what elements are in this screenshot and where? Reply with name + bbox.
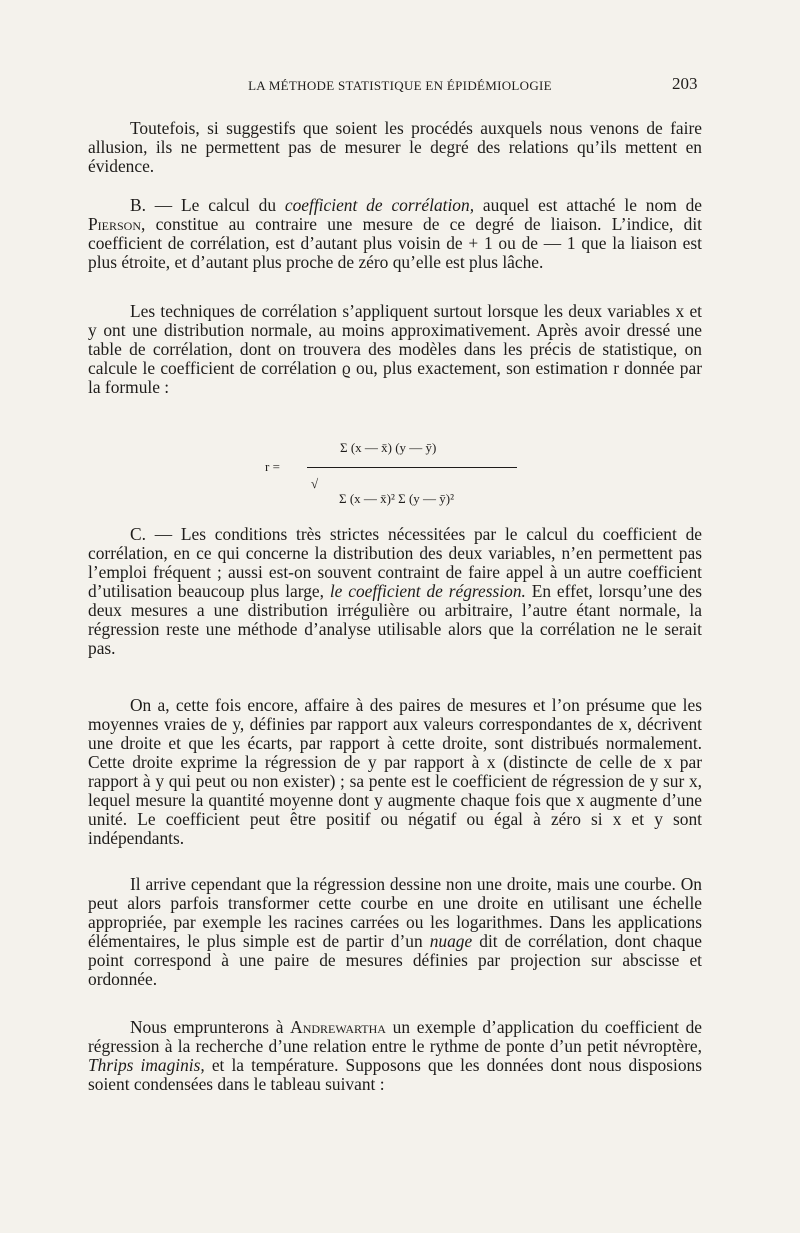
author-name-andrewartha: Andrewartha <box>290 1017 386 1037</box>
paragraph-text <box>88 875 702 989</box>
correlation-formula <box>265 440 535 516</box>
term-coefficient-de-regression: le coefficient de régression. <box>329 581 526 601</box>
text-run: C. — Les conditions très strictes nécessitées par le calcul du coefficient de corrélation, en ce qui concerne la distribution des deux variables, n’en permettent pas l’emploi fréquent ; aussi est-on souvent contraint de faire appel à un autre coefficient d’utilisation beaucoup plus large, <box>88 524 702 601</box>
paragraph-paires-de-mesures <box>88 696 702 862</box>
formula-numerator: Σ (x — x̄) (y — ȳ) <box>340 440 437 455</box>
author-name-pierson: Pierson, <box>88 214 146 234</box>
species-name-thrips-imaginis: Thrips imaginis, <box>88 1055 205 1075</box>
text-run: B. — Le calcul du <box>130 195 285 215</box>
paragraph-regression-coefficient <box>88 525 702 672</box>
fraction-bar <box>307 467 517 468</box>
page-header <box>0 74 800 98</box>
formula-lhs: r = <box>265 459 280 474</box>
text-run: dit de corrélation, dont chaque point correspond à une paire de mesures définies par projection sur abscisse et ordonnée. <box>88 931 703 989</box>
paragraph-text <box>88 525 702 658</box>
text-run: En effet, lorsqu’une des deux mesures a une distribution irrégulière ou arbitraire, l’autre étant normale, la régression reste une méthode d’analyse utilisable alors que la corrélation ne le serait pas. <box>88 581 702 658</box>
running-title: LA MÉTHODE STATISTIQUE EN ÉPIDÉMIOLOGIE <box>248 78 552 93</box>
term-coefficient-de-correlation: coefficient de corrélation, <box>284 195 475 215</box>
text-run: un exemple d’application du coefficient de régression à la recherche d’une relation entre le rythme de ponte d’un petit névroptère, <box>88 1017 703 1056</box>
formula-denominator: Σ (x — x̄)² Σ (y — ȳ)² <box>339 491 454 506</box>
text-run: constitue au contraire une mesure de ce degré de liaison. L’indice, dit coefficient de corrélation, est d’autant plus voisin de + 1 ou de — 1 que la liaison est plus étroite, et d’autant plus proche de zéro qu’elle est plus lâche. <box>88 214 702 272</box>
paragraph-andrewartha-example <box>88 1018 702 1108</box>
paragraph-techniques <box>88 302 702 411</box>
paragraph-correlation-coefficient <box>88 196 702 286</box>
text-run: auquel est attaché le nom de <box>474 195 702 215</box>
sqrt-symbol: √ <box>311 476 319 491</box>
paragraph-toutefois <box>88 119 702 190</box>
page-number: 203 <box>672 74 698 93</box>
paragraph-text: Toutefois, si suggestifs que soient les procédés auxquels nous venons de faire allusion, ils ne permettent pas de mesurer le degré des relations qu’ils mettent en évidence. <box>88 118 702 176</box>
paragraph-courbe <box>88 875 702 1003</box>
paragraph-text <box>88 1018 702 1094</box>
paragraph-text: Les techniques de corrélation s’appliquent surtout lorsque les deux variables x et y ont une distribution normale, au moins approximativement. Après avoir dressé une table de corrélation, dont on trouvera des modèles dans les précis de statistique, on calcule le coefficient de corrélation ϱ ou, plus exactement, son estimation r donnée par la formule : <box>88 301 702 397</box>
text-run: Il arrive cependant que la régression dessine non une droite, mais une courbe. On peut alors parfois transformer cette courbe en une droite en utilisant une échelle appropriée, par exemple les racines carrées ou les logarithmes. Dans les applications élémentaires, le plus simple est de partir d’un <box>88 874 702 951</box>
text-run: Nous emprunterons à <box>130 1017 291 1037</box>
paragraph-text: On a, cette fois encore, affaire à des paires de mesures et l’on présume que les moyennes vraies de y, définies par rapport aux valeurs correspondantes de x, décrivent une droite et que les écarts, par rapport à cette droite, sont distribués normalement. Cette droite exprime la régression de y par rapport à x (distincte de celle de x par rapport à y qui peut ou non exister) ; sa pente est le coefficient de régression de y sur x, lequel mesure la quantité moyenne dont y augmente chaque fois que x augmente d’une unité. Le coefficient peut être positif ou négatif ou égal à zéro si x et y sont indépendants. <box>88 695 702 848</box>
text-run: et la température. Supposons que les données dont nous disposions soient condensées dans le tableau suivant : <box>88 1055 702 1094</box>
term-nuage: nuage <box>429 931 473 951</box>
paragraph-text <box>88 196 702 272</box>
